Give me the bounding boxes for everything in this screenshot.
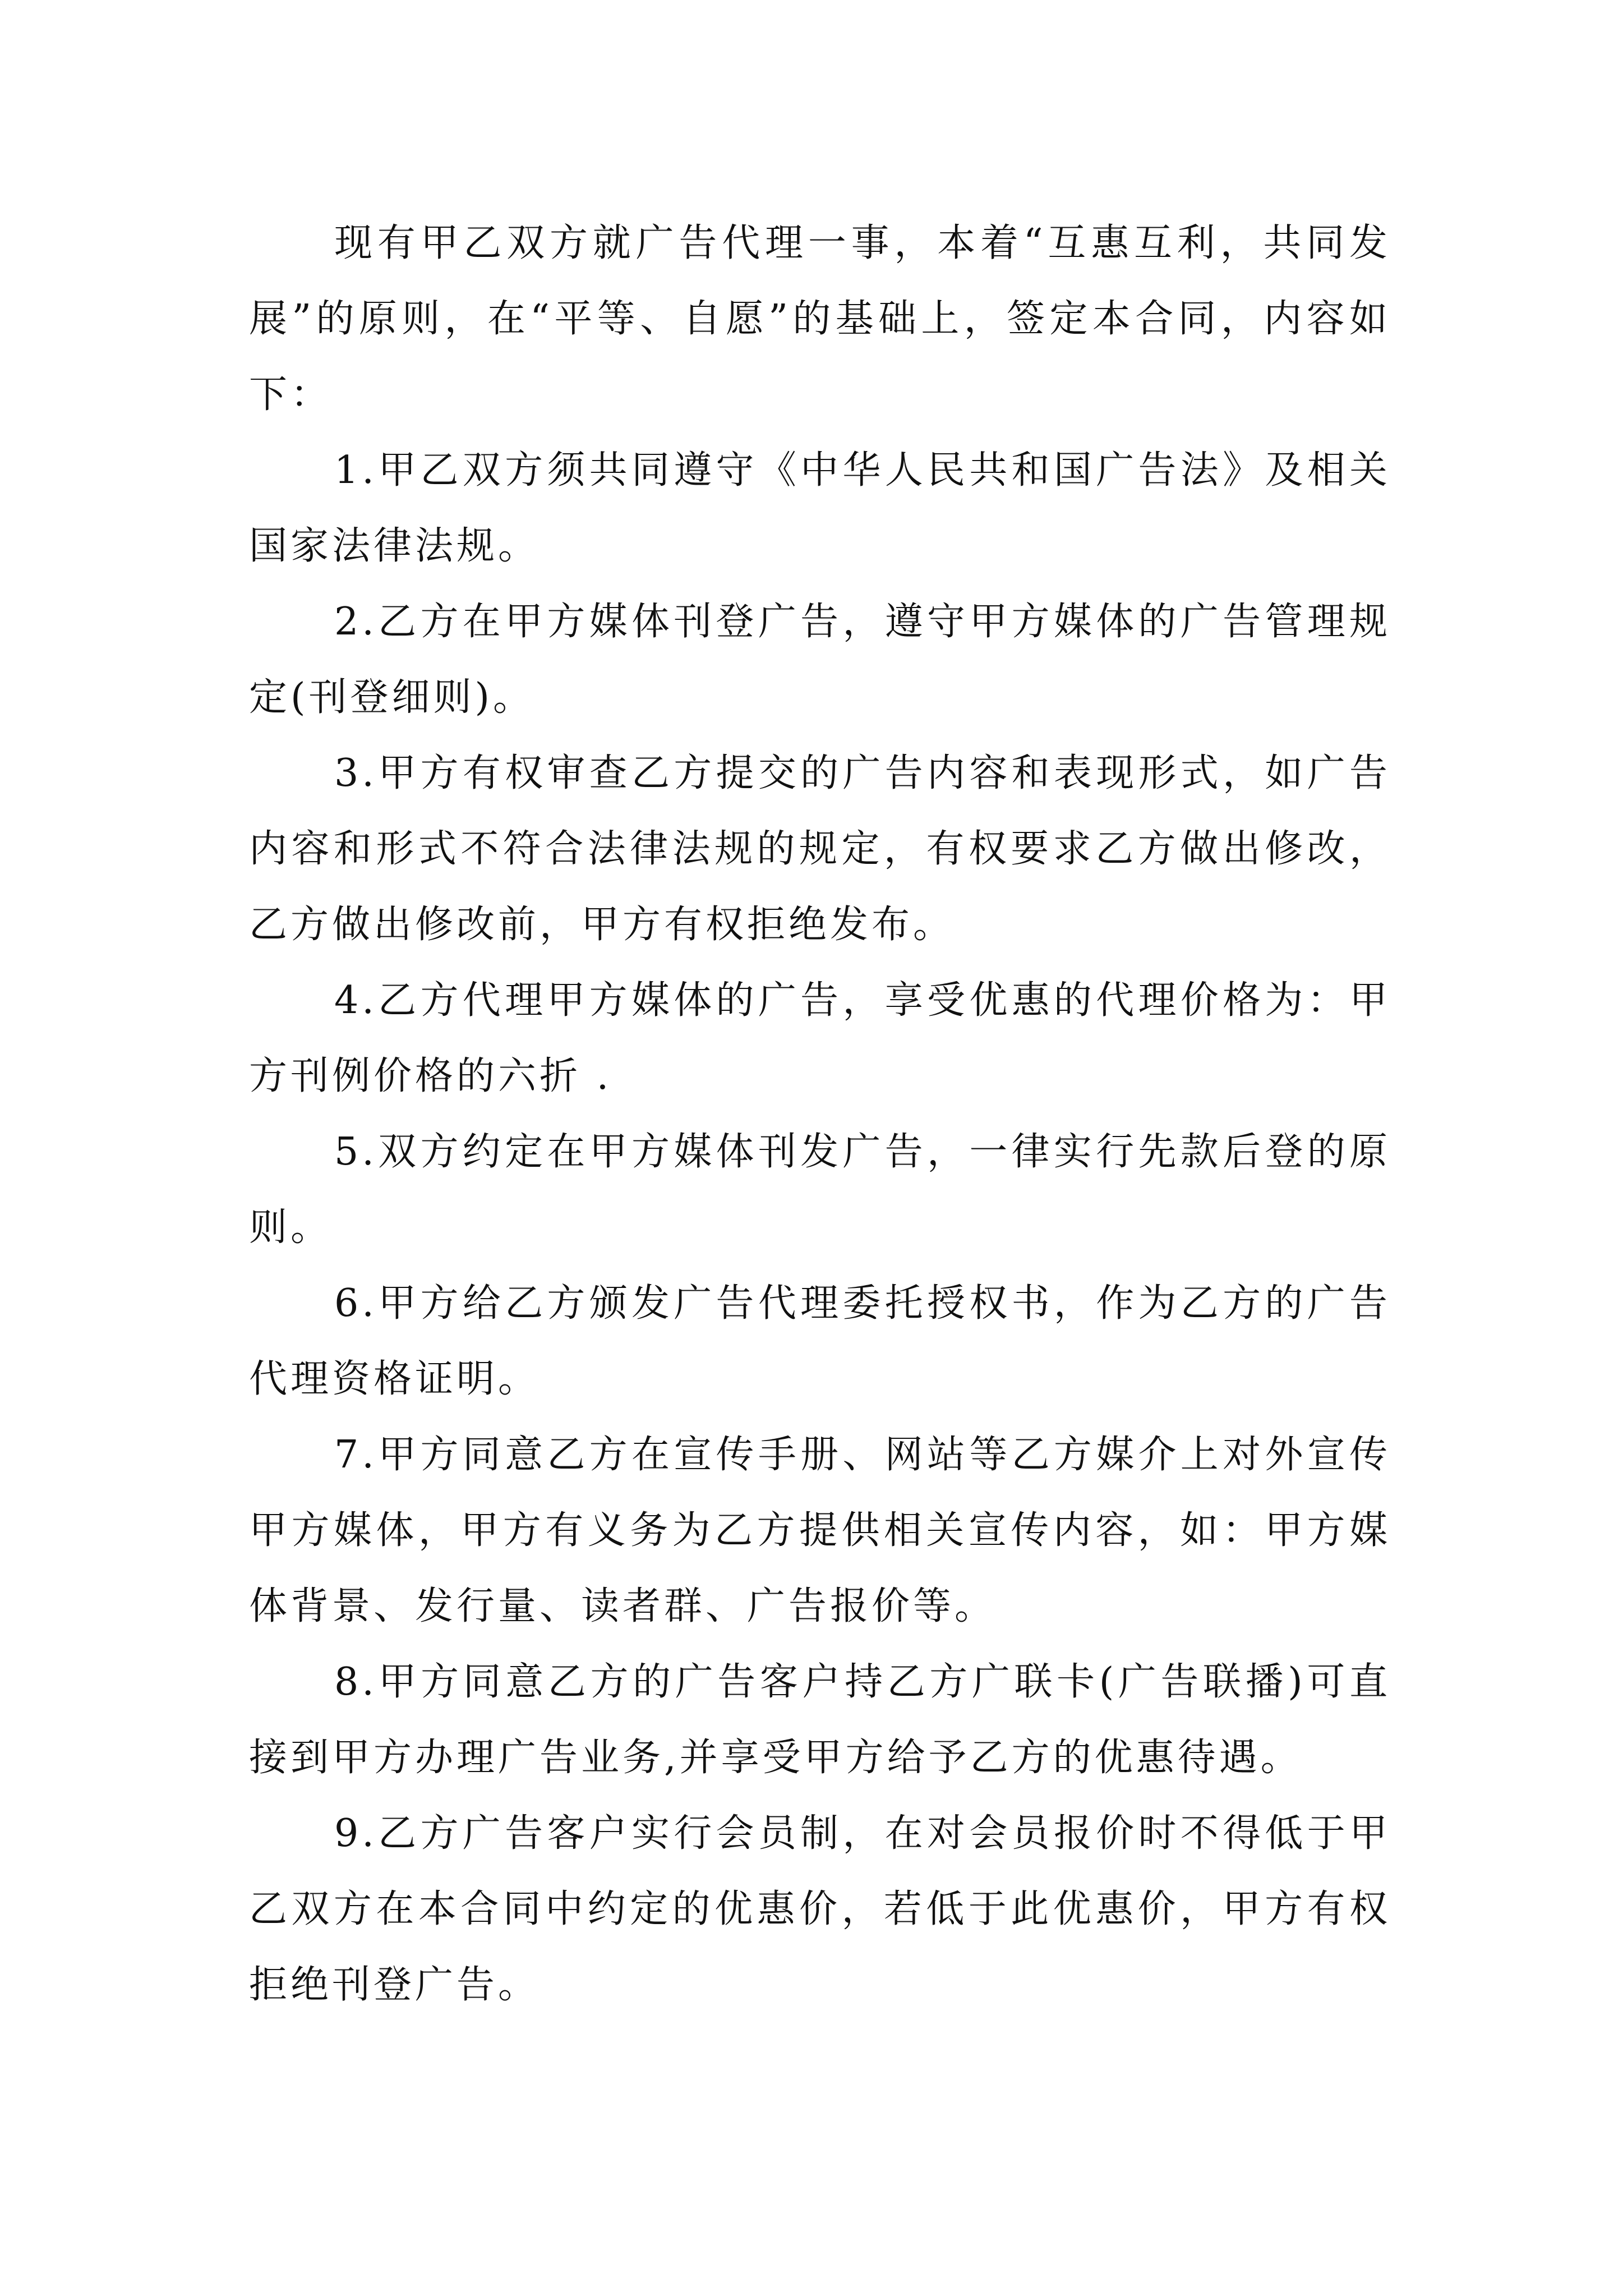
clause-4: 4.乙方代理甲方媒体的广告，享受优惠的代理价格为：甲方刊例价格的六折 . (249, 978, 1391, 1098)
clause-2: 2.乙方在甲方媒体刊登广告，遵守甲方媒体的广告管理规定(刊登细则)。 (249, 600, 1391, 720)
clause-3: 3.甲方有权审查乙方提交的广告内容和表现形式，如广告内容和形式不符合法律法规的规定，有权要求乙方做出修改，乙方做出修改前，甲方有权拒绝发布。 (249, 751, 1391, 947)
intro-paragraph: 现有甲乙双方就广告代理一事，本着“互惠互利，共同发展”的原则，在“平等、自愿”的基础上，签定本合同，内容如下： (249, 221, 1391, 417)
clause-8: 8.甲方同意乙方的广告客户持乙方广联卡(广告联播)可直接到甲方办理广告业务,并享受甲方给予乙方的优惠待遇。 (249, 1660, 1391, 1780)
clause-1: 1.甲乙双方须共同遵守《中华人民共和国广告法》及相关国家法律法规。 (249, 448, 1391, 568)
clause-5: 5.双方约定在甲方媒体刊发广告，一律实行先款后登的原则。 (249, 1130, 1391, 1250)
clause-9: 9.乙方广告客户实行会员制，在对会员报价时不得低于甲乙双方在本合同中约定的优惠价，若低于此优惠价，甲方有权拒绝刊登广告。 (249, 1811, 1391, 2007)
clause-6: 6.甲方给乙方颁发广告代理委托授权书，作为乙方的广告代理资格证明。 (249, 1281, 1391, 1401)
contract-body (249, 205, 1391, 2023)
clause-7: 7.甲方同意乙方在宣传手册、网站等乙方媒介上对外宣传甲方媒体，甲方有义务为乙方提供相关宣传内容，如：甲方媒体背景、发行量、读者群、广告报价等。 (249, 1433, 1391, 1628)
